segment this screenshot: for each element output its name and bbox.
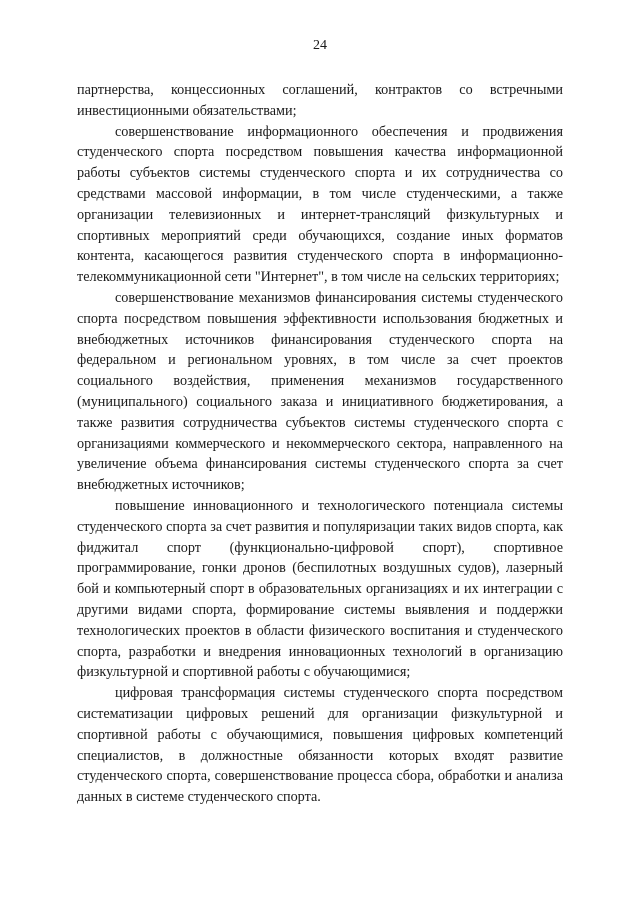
paragraph-continuation: партнерства, концессионных соглашений, контрактов со встречными инвестиционными обязательствами;: [77, 82, 563, 119]
paragraph-information-support: совершенствование информационного обеспечения и продвижения студенческого спорта посредством повышения качества информационной работы субъектов системы студенческого спорта и их сотрудничества со средствами массовой информации, в том числе студенческими, а также организации телевизионных и интернет-трансляций физкультурных и спортивных мероприятий среди обучающихся, создание иных форматов контента, касающегося развития студенческого спорта в информационно-телекоммуникационной сети "Интернет", в том числе на сельских территориях;: [77, 123, 563, 286]
paragraph-financing-mechanisms: совершенствование механизмов финансирования системы студенческого спорта посредством повышения эффективности использования бюджетных и внебюджетных источников финансирования студенческого спорта на федеральном и региональном уровнях, в том числе за счет проектов социального воздействия, применения механизмов государственного (муниципального) социального заказа и инициативного бюджетирования, а также развития сотрудничества субъектов системы студенческого спорта с организациями коммерческого и некоммерческого сектора, направленного на увеличение объема финансирования системы студенческого спорта за счет внебюджетных источников;: [77, 289, 563, 494]
page-number: 24: [313, 38, 327, 53]
document-body: [77, 80, 563, 808]
paragraph-digital-transformation: цифровая трансформация системы студенческого спорта посредством систематизации цифровых решений для организации физкультурной и спортивной работы с обучающимися, повышения цифровых компетенций специалистов, в должностные обязанности которых входят развитие студенческого спорта, совершенствование процесса сбора, обработки и анализа данных в системе студенческого спорта.: [77, 685, 563, 806]
paragraph-innovation-potential: повышение инновационного и технологического потенциала системы студенческого спорта за счет развития и популяризации таких видов спорта, как фиджитал спорт (функционально-цифровой спорт), спортивное программирование, гонки дронов (беспилотных воздушных судов), лазерный бой и компьютерный спорт в образовательных организациях и их интеграции с другими видами спорта, формирование системы выявления и поддержки технологических проектов в области физического воспитания и студенческого спорта, разработки и внедрения инновационных технологий в организацию физкультурной и спортивной работы с обучающимися;: [77, 497, 563, 681]
